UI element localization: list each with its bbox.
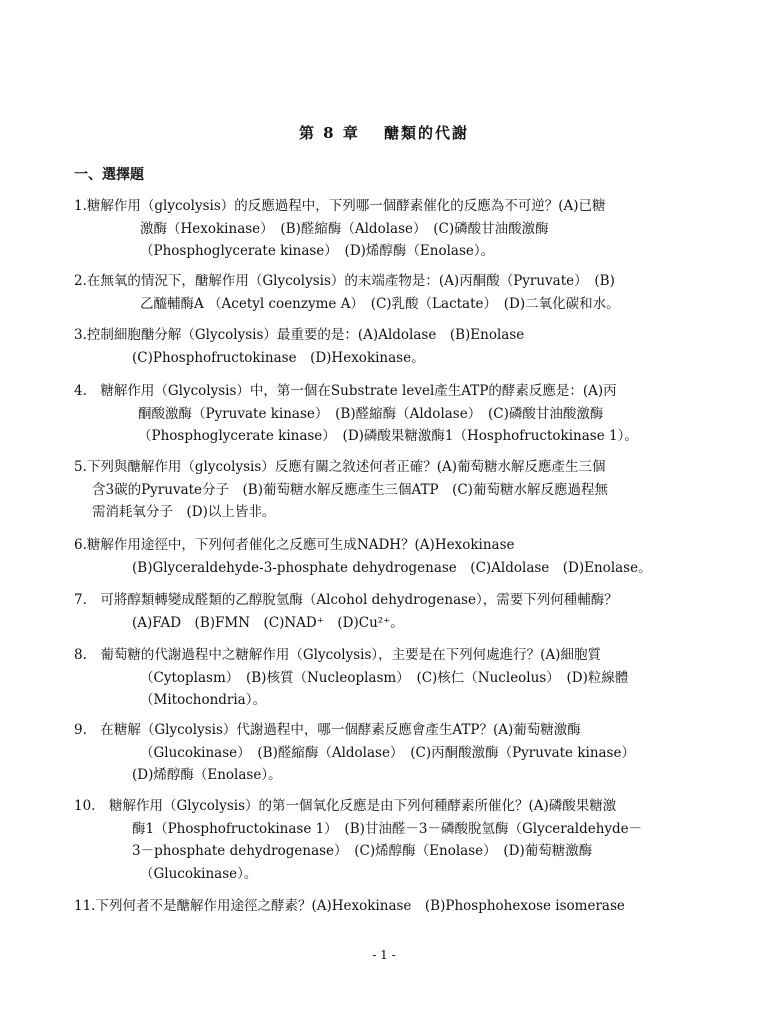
question-line: 1.糖解作用（glycolysis）的反應過程中，下列哪一個酵素催化的反應為不可逆？(A)已糖 [74, 198, 606, 214]
question-line: (C)Phosphofructokinase (D)Hexokinase。 [132, 349, 425, 366]
question-line: 酮酸激酶（Pyruvate kinase） (B)醛縮酶（Aldolase） (C)磷酸甘油酸激酶 [138, 405, 604, 422]
question-line: 酶1（Phosphofructokinase 1） (B)甘油醛－3－磷酸脫氫酶（Glyceraldehyde－ [132, 820, 643, 837]
question-line: 3.控制細胞醣分解（Glycolysis）最重要的是：(A)Aldolase (B)Enolase [74, 327, 525, 343]
page-number: - 1 - [372, 948, 396, 962]
question-11 [74, 895, 714, 918]
question-line: 含3碳的Pyruvate分子 (B)葡萄糖水解反應產生三個ATP (C)葡萄糖水解反應過程無 [92, 481, 608, 498]
question-7 [74, 589, 714, 634]
question-line: （Glucokinase） (B)醛縮酶（Aldolase） (C)丙酮酸激酶（Pyruvate kinase） [140, 744, 635, 761]
question-line: （Phosphoglycerate kinase） (D)烯醇酶（Enolase）。 [140, 243, 495, 259]
question-3 [74, 324, 714, 369]
question-line: 11.下列何者不是醣解作用途徑之酵素？(A)Hexokinase (B)Phosphohexose isomerase [74, 898, 625, 914]
question-line: 7. 可將醇類轉變成醛類的乙醇脫氫酶（Alcohol dehydrogenase），需要下列何種輔酶？ [74, 592, 618, 608]
chapter-title: 第 8 章 醣類的代謝 [298, 124, 470, 142]
section-title: 一、選擇題 [74, 167, 144, 183]
question-6 [74, 534, 714, 579]
question-line: (A)FAD (B)FMN (C)NAD⁺ (D)Cu²⁺。 [132, 614, 404, 631]
question-line: 9. 在糖解（Glycolysis）代謝過程中，哪一個酵素反應會產生ATP？(A)葡萄糖激酶 [74, 722, 581, 738]
question-line: 激酶（Hexokinase） (B)醛縮酶（Aldolase） (C)磷酸甘油酸激酶 [140, 220, 549, 237]
question-line: 10. 糖解作用（Glycolysis）的第一個氧化反應是由下列何種酵素所催化？(A)磷酸果糖激 [74, 798, 617, 814]
question-line: 6.糖解作用途徑中，下列何者催化之反應可生成NADH？(A)Hexokinase [74, 537, 515, 553]
question-line: 4. 糖解作用（Glycolysis）中，第一個在Substrate level產生ATP的酵素反應是：(A)丙 [74, 383, 617, 399]
question-line: （Mitochondria）。 [140, 692, 266, 708]
question-line: （Cytoplasm） (B)核質（Nucleoplasm） (C)核仁（Nucleolus） (D)粒線體 [140, 669, 629, 686]
question-1 [74, 195, 714, 263]
question-line: 8. 葡萄糖的代謝過程中之糖解作用（Glycolysis），主要是在下列何處進行？(A)細胞質 [74, 647, 601, 663]
question-line: （Phosphoglycerate kinase） (D)磷酸果糖激酶1（Hosphofructokinase 1）。 [138, 428, 638, 444]
question-line: 需消耗氧分子 (D)以上皆非。 [92, 504, 276, 520]
question-10 [74, 795, 714, 885]
question-4 [74, 380, 714, 448]
question-line: (B)Glyceraldehyde-3-phosphate dehydrogenase (C)Aldolase (D)Enolase。 [132, 559, 652, 576]
question-line: 3－phosphate dehydrogenase） (C)烯醇酶（Enolase） (D)葡萄糖激酶 [132, 843, 593, 859]
question-2 [74, 270, 714, 315]
question-8 [74, 644, 714, 712]
question-line: 乙醯輔酶A （Acetyl coenzyme A） (C)乳酸（Lactate） (D)二氧化碳和水。 [140, 295, 620, 312]
question-5 [74, 456, 714, 524]
question-9 [74, 719, 714, 787]
question-line: (D)烯醇酶（Enolase）。 [132, 767, 282, 783]
question-line: 5.下列與醣解作用（glycolysis）反應有關之敘述何者正確？(A)葡萄糖水解反應產生三個 [74, 459, 606, 475]
question-line: 2.在無氧的情況下，醣解作用（Glycolysis）的末端產物是：(A)丙酮酸（Pyruvate） (B) [74, 273, 615, 289]
question-line: （Glucokinase）。 [140, 865, 258, 882]
